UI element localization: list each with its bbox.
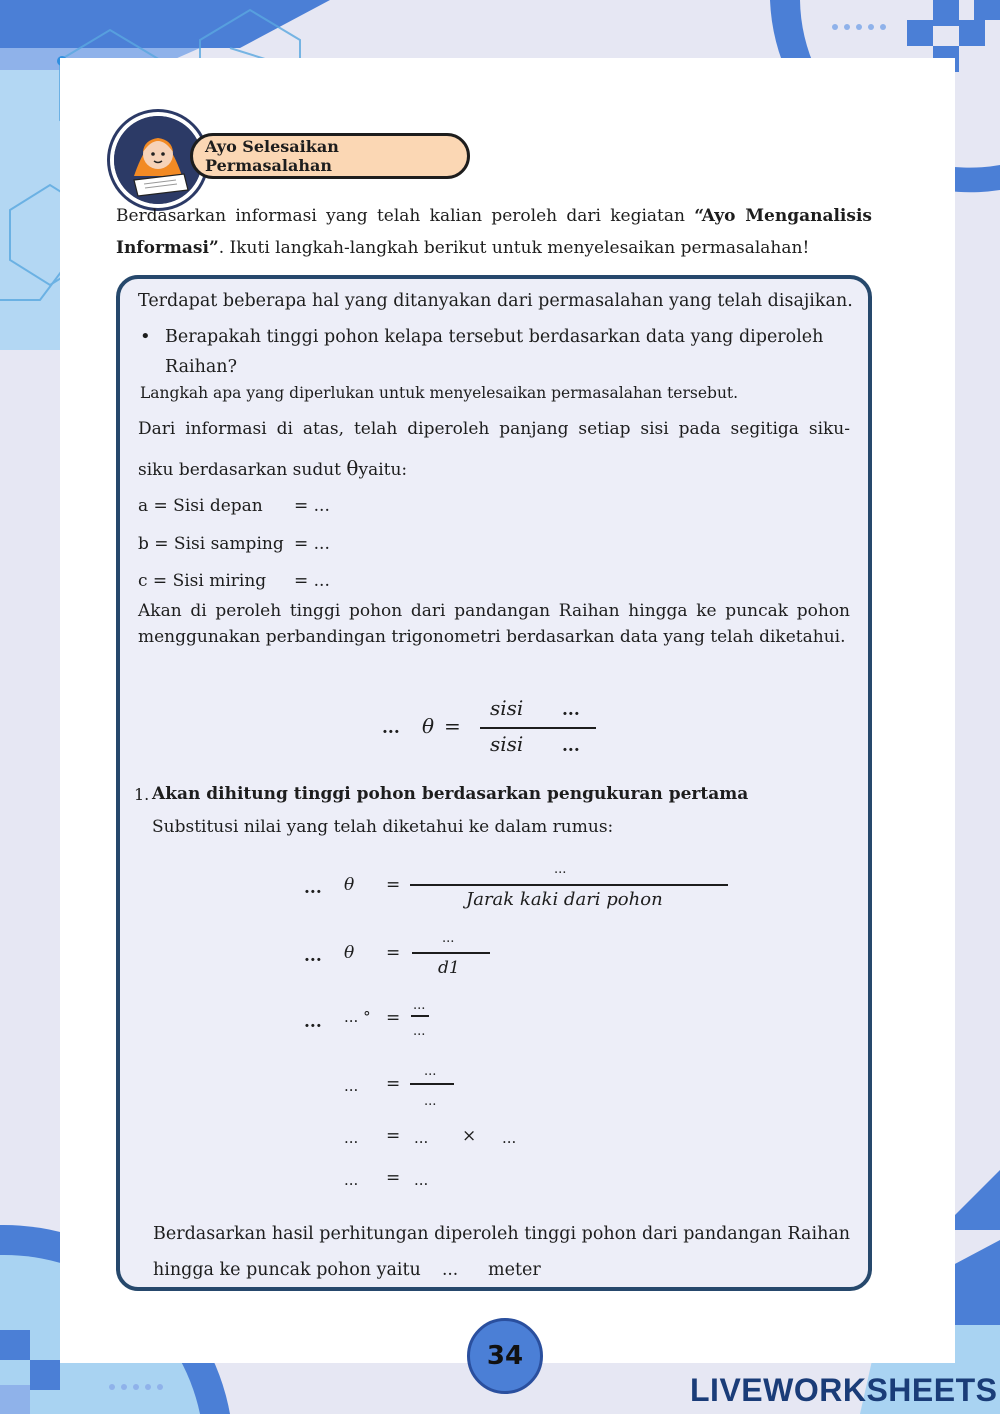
intro-bold-title: “Ayo Menganalisis Informasi” <box>116 206 872 258</box>
calc3-fraction-line <box>411 1015 429 1017</box>
calc6-equals: = <box>386 1168 401 1188</box>
calc1-fraction-line <box>410 884 728 886</box>
liveworksheets-logo <box>690 1372 997 1409</box>
side-c-label: c = Sisi miring <box>138 571 267 591</box>
page-number-badge <box>467 1318 543 1394</box>
calc3-equals: = <box>386 1008 401 1028</box>
formula-fraction-line <box>480 727 596 729</box>
formula-equals: = <box>444 714 461 738</box>
calc2-equals: = <box>386 943 401 963</box>
calc1-equals: = <box>386 875 401 895</box>
side-a-label: a = Sisi depan <box>138 496 263 516</box>
calc5-times: × <box>462 1126 477 1146</box>
conclusion-unit: meter <box>488 1260 541 1280</box>
calc1-denominator: Jarak kaki dari pohon <box>466 889 663 910</box>
formula-numerator-word: sisi <box>490 696 524 720</box>
intro-text-1: Berdasarkan informasi yang telah kalian peroleh dari kegiatan <box>116 206 695 226</box>
calc2-numerator-blank[interactable]: ... <box>442 931 455 946</box>
info-line2-text: siku berdasarkan sudut <box>138 460 347 480</box>
calc3-angle-blank[interactable]: ... ° <box>344 1008 371 1026</box>
page-number: 34 <box>486 1341 524 1371</box>
calc4-numerator-blank[interactable]: ... <box>424 1064 437 1079</box>
side-b-value[interactable]: = ... <box>294 534 330 554</box>
steps-heading: Langkah apa yang diperlukan untuk menyelesaikan permasalahan tersebut. <box>140 384 739 402</box>
calc6-result-blank[interactable]: ... <box>414 1171 429 1189</box>
calc4-fraction-line <box>410 1083 454 1085</box>
calc2-ratio-blank[interactable]: ... <box>304 946 322 966</box>
calc2-theta: θ <box>344 943 355 963</box>
side-a-value[interactable]: = ... <box>294 496 330 516</box>
calc5-equals: = <box>386 1126 401 1146</box>
bullet-icon: • <box>140 326 151 347</box>
intro-text-2: . Ikuti langkah-langkah berikut untuk menyelesaikan permasalahan! <box>218 238 810 258</box>
calc4-lhs-blank[interactable]: ... <box>344 1077 359 1095</box>
bullet-question-line1: Berapakah tinggi pohon kelapa tersebut berdasarkan data yang diperoleh <box>165 327 824 347</box>
side-b-label: b = Sisi samping <box>138 534 284 554</box>
calc3-denominator-blank[interactable]: ... <box>413 1024 426 1039</box>
section-number: 1. <box>134 785 150 804</box>
calc5-lhs-blank[interactable]: ... <box>344 1129 359 1147</box>
calc1-ratio-blank[interactable]: ... <box>304 878 322 898</box>
info-line2 <box>138 456 407 482</box>
section-header-pill <box>190 133 470 179</box>
calc2-denominator: d1 <box>438 958 460 978</box>
calc1-theta: θ <box>344 875 355 895</box>
calc5-factor2-blank[interactable]: ... <box>502 1129 517 1147</box>
bullet-question-line2: Raihan? <box>165 357 237 377</box>
conclusion-answer-blank[interactable]: ... <box>442 1260 459 1280</box>
calc3-ratio-blank[interactable]: ... <box>304 1012 322 1032</box>
calc6-lhs-blank[interactable]: ... <box>344 1171 359 1189</box>
side-c-value[interactable]: = ... <box>294 571 330 591</box>
question-intro: Terdapat beberapa hal yang ditanyakan dari permasalahan yang telah disajikan. <box>138 291 853 311</box>
section-title: Akan dihitung tinggi pohon berdasarkan pengukuran pertama <box>152 784 749 804</box>
reading-student-icon <box>114 116 202 204</box>
calc4-denominator-blank[interactable]: ... <box>424 1094 437 1109</box>
info-line1: Dari informasi di atas, telah diperoleh panjang setiap sisi pada segitiga siku- <box>138 419 850 439</box>
conclusion-line2: hingga ke puncak pohon yaitu <box>153 1260 421 1280</box>
calc2-fraction-line <box>412 952 490 954</box>
formula-numerator-blank[interactable]: ... <box>562 700 580 720</box>
section-header-title: Ayo Selesaikan Permasalahan <box>205 137 339 175</box>
formula-ratio-blank[interactable]: ... <box>382 718 400 738</box>
calc3-numerator-blank[interactable]: ... <box>413 998 426 1013</box>
info-line2-end: yaitu: <box>358 460 408 480</box>
substitute-text: Substitusi nilai yang telah diketahui ke dalam rumus: <box>152 817 614 837</box>
calc1-numerator-blank[interactable]: ... <box>554 862 567 877</box>
theta-symbol: θ <box>346 456 359 480</box>
intro-paragraph <box>116 200 872 264</box>
calc4-equals: = <box>386 1074 401 1094</box>
formula-denominator-word: sisi <box>490 732 524 756</box>
method-paragraph: Akan di peroleh tinggi pohon dari pandangan Raihan hingga ke puncak pohon menggunakan perbandingan trigonometri berdasarkan data yang telah diketahui. <box>138 601 850 647</box>
formula-denominator-blank[interactable]: ... <box>562 736 580 756</box>
brand-text: LIVEWORKSHEETS <box>690 1372 998 1408</box>
conclusion-line1: Berdasarkan hasil perhitungan diperoleh tinggi pohon dari pandangan Raihan <box>153 1224 851 1244</box>
calc5-factor1-blank[interactable]: ... <box>414 1129 429 1147</box>
formula-theta: θ <box>422 714 435 738</box>
